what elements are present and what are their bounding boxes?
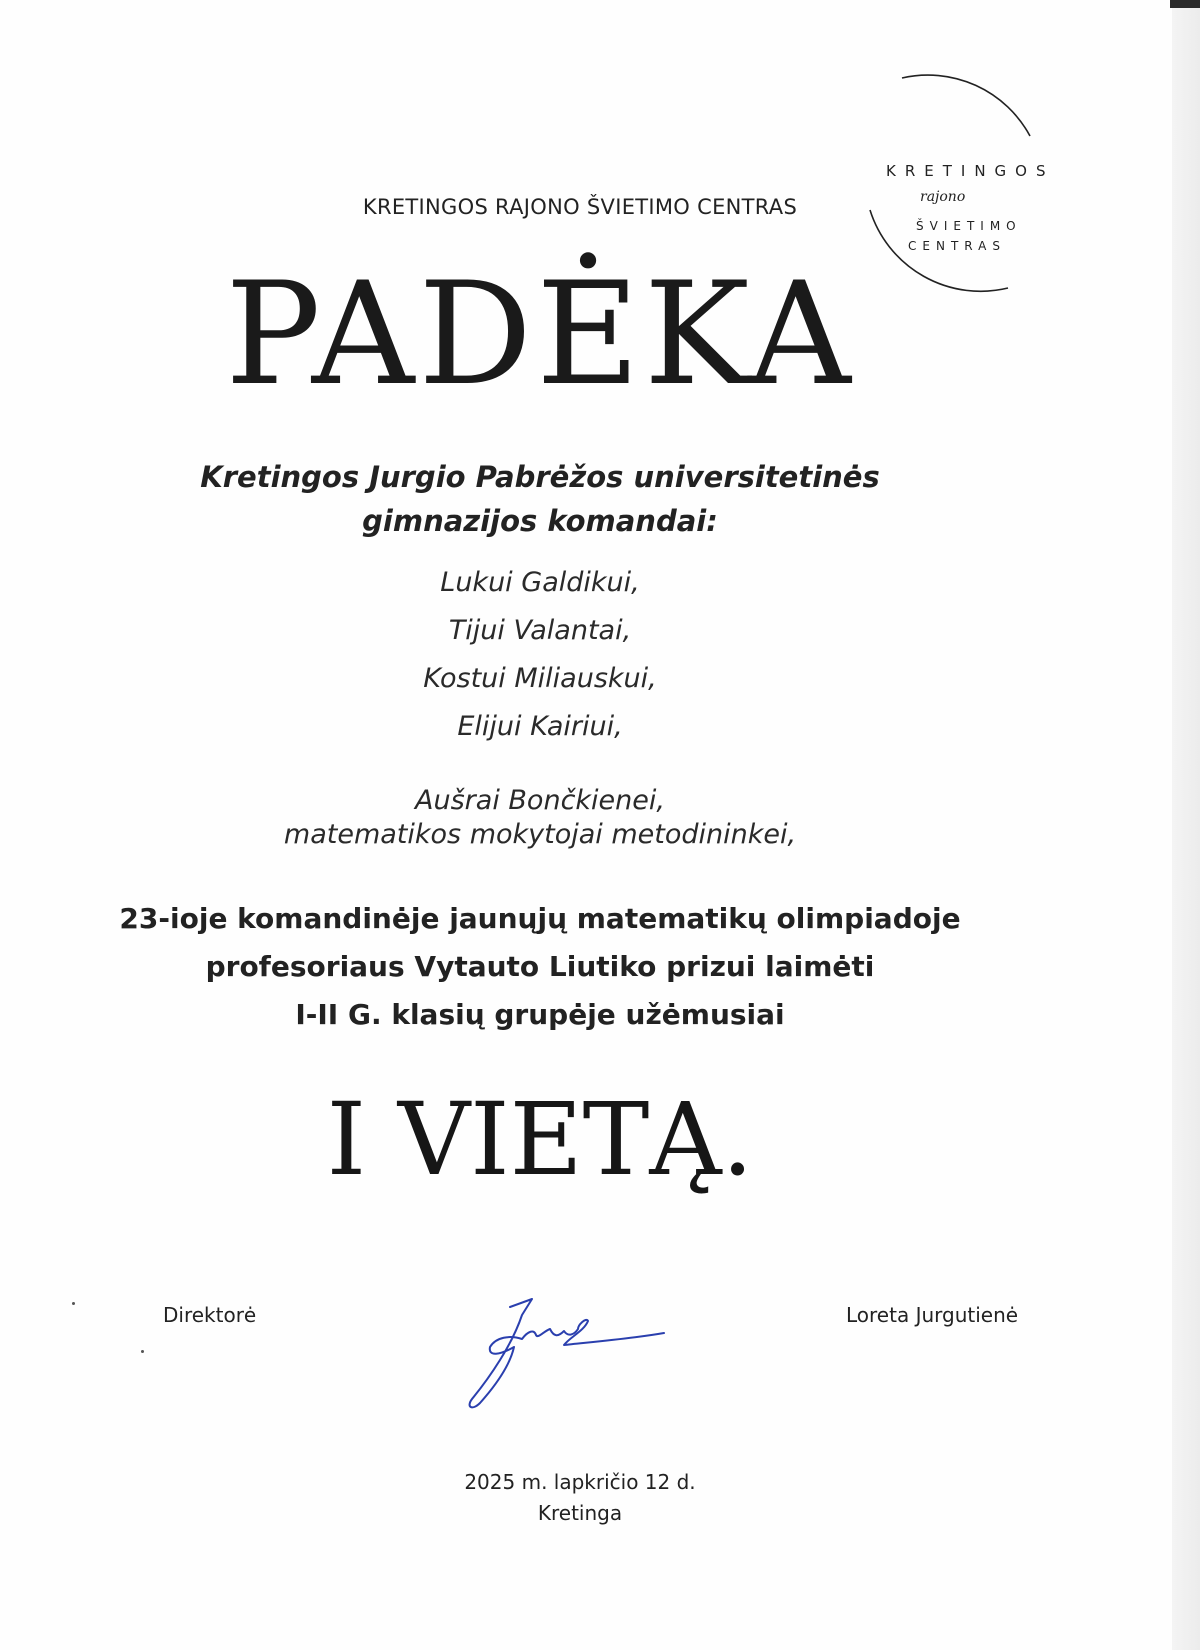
scan-speck (141, 1350, 144, 1353)
student-name: Kostui Miliauskui, (423, 663, 657, 694)
achievement-line-2: profesoriaus Vytauto Liutiko prizui laimėti (205, 950, 875, 983)
teacher-role: matematikos mokytojai metodininkei, (283, 819, 797, 850)
teacher (200, 784, 880, 852)
student-name: Tijui Valantai, (448, 615, 632, 646)
logo-line-centras: CENTRAS (908, 239, 1006, 253)
scan-edge (1172, 0, 1200, 1650)
achievement-text (80, 895, 1000, 1039)
achievement-line-3: I-II G. klasių grupėje užėmusiai (295, 998, 785, 1031)
student-name: Elijui Kairiui, (457, 711, 623, 742)
school-line-1: Kretingos Jurgio Pabrėžos universitetinės (200, 460, 880, 494)
issue-location: Kretinga (537, 1501, 623, 1525)
logo-line-rajono: rajono (920, 189, 966, 205)
school-line-2: gimnazijos komandai: (362, 504, 718, 538)
signatory-name: Loreta Jurgutienė (846, 1303, 1019, 1327)
place-award: I VIETĄ. (326, 1081, 754, 1198)
student-list (230, 559, 850, 751)
logo-line-kretingos: KRETINGOS (886, 162, 1055, 180)
scan-edge-mark (1170, 0, 1200, 8)
teacher-name: Aušrai Bončkienei, (415, 785, 665, 816)
signatory-title: Direktorė (163, 1303, 257, 1327)
logo-line-svietimo: ŠVIETIMO (916, 219, 1022, 233)
signature (450, 1285, 680, 1415)
organization-name: KRETINGOS RAJONO ŠVIETIMO CENTRAS (362, 195, 798, 219)
scan-speck (72, 1302, 75, 1305)
achievement-line-1: 23-ioje komandinėje jaunųjų matematikų olimpiadoje (119, 902, 961, 935)
issue-date: 2025 m. lapkričio 12 d. (464, 1470, 696, 1494)
school-name (150, 455, 930, 543)
student-name: Lukui Galdikui, (440, 567, 640, 598)
certificate-title: PADĖKA (225, 252, 855, 417)
